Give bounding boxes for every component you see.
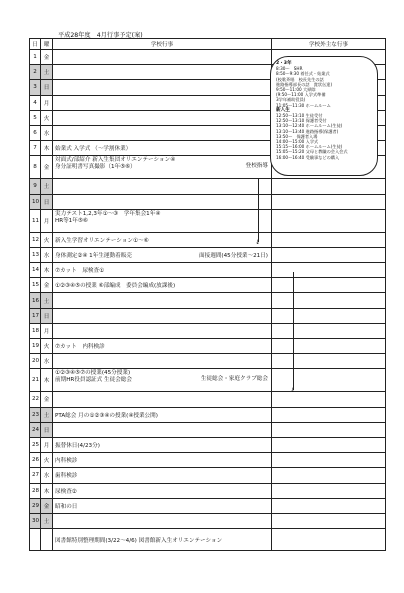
callout-line: 12:50～13:10 生徒受付 [276, 113, 323, 119]
table-row [30, 247, 386, 262]
day-number: 24 [30, 422, 41, 437]
callout-line: 13:10～13:40 進路指導(保護者) [276, 128, 339, 134]
external-event [272, 407, 386, 422]
weekday: 土 [41, 65, 53, 80]
event-text-line2: 身分証明書写真撮影（1年⑤⑥） [55, 164, 136, 171]
school-event [53, 422, 272, 437]
external-event [272, 263, 386, 278]
table-row [30, 232, 386, 247]
event-text: 昭和の日 [55, 503, 78, 510]
weekday: 木 [41, 141, 53, 156]
weekday: 日 [41, 308, 53, 323]
external-event [272, 437, 386, 452]
school-event [53, 407, 272, 422]
table-row [30, 278, 386, 293]
external-event [272, 209, 386, 232]
school-event [53, 293, 272, 308]
school-event [53, 141, 272, 156]
event-text: ⑦カット 内科検診 [55, 344, 105, 351]
external-event [272, 194, 386, 209]
day-number: 1 [30, 50, 41, 65]
callout-line: 11:05～11:30 ホームルーム [276, 102, 331, 108]
weekday: 金 [41, 50, 53, 65]
table-row [30, 354, 386, 369]
day-number: 27 [30, 468, 41, 483]
arrow-head-tozan: ↓ [255, 239, 261, 246]
school-event [53, 308, 272, 323]
day-number: 25 [30, 437, 41, 452]
callout-line: 進路指導部長の話 賞状伝達) [276, 81, 333, 87]
weekday: 火 [41, 453, 53, 468]
school-event [53, 437, 272, 452]
table-row [30, 323, 386, 338]
callout-line: 13:50～ 保護者入場 [276, 133, 318, 139]
weekday: 月 [41, 323, 53, 338]
table-row [30, 308, 386, 323]
external-event [272, 278, 386, 293]
day-number: 15 [30, 278, 41, 293]
weekday: 木 [41, 369, 53, 392]
external-event [272, 308, 386, 323]
day-number: 28 [30, 483, 41, 498]
external-event [272, 323, 386, 338]
table-row [30, 339, 386, 354]
header-day: 日 [30, 39, 41, 50]
weekday: 水 [41, 354, 53, 369]
header-events: 学校行事 [53, 39, 272, 50]
callout-line: (校歌斉唱 校長先生の話 [276, 76, 324, 82]
external-event [272, 354, 386, 369]
arrow-head-mensetsu: ↓ [290, 387, 296, 394]
weekday: 月 [41, 437, 53, 452]
event-text: PTA総会 月の①②③④の授業(④授業公開) [55, 412, 158, 419]
school-event [53, 247, 272, 262]
weekday: 水 [41, 247, 53, 262]
event-text: 身体測定②④ 1年生運動着販売 [55, 252, 132, 259]
school-event [53, 179, 272, 194]
school-event [53, 156, 272, 179]
weekday: 金 [41, 278, 53, 293]
external-event [272, 293, 386, 308]
callout-line: 3学年補助役員) [276, 97, 306, 103]
day-number: 13 [30, 247, 41, 262]
day-number: 26 [30, 453, 41, 468]
external-event [272, 498, 386, 513]
school-event [53, 468, 272, 483]
weekday: 水 [41, 125, 53, 140]
external-event [272, 369, 386, 392]
footer-row [30, 529, 386, 551]
school-event [53, 80, 272, 95]
callout-line: 8:30～ SHR [276, 66, 303, 72]
arrow-line-tozan [258, 178, 259, 242]
school-event [53, 369, 272, 392]
school-event [53, 498, 272, 513]
callout-heading-grades: 2・3年 [276, 61, 292, 66]
callout-line: 15:15～16:00 ホームルーム(生徒) [276, 144, 343, 150]
weekday: 金 [41, 392, 53, 407]
school-event [53, 453, 272, 468]
day-number: 11 [30, 209, 41, 232]
day-number: 30 [30, 513, 41, 528]
school-event [53, 125, 272, 140]
school-event [53, 263, 272, 278]
weekday: 月 [41, 209, 53, 232]
callout-line: (9:50～11:00 入学式準備 [276, 92, 326, 98]
event-text: ①②③④⑤の授業 ⑥部編成 委員会編成(放課後) [55, 283, 176, 290]
weekday: 水 [41, 468, 53, 483]
day-number: 16 [30, 293, 41, 308]
event-text: 尿検査② [55, 488, 77, 495]
table-row [30, 437, 386, 452]
document-title: 平成28年度 4月行事予定(案) [58, 32, 143, 39]
event-text: 振替休日(4/23分) [55, 443, 100, 450]
school-event [53, 209, 272, 232]
day-number: 8 [30, 156, 41, 179]
weekday: 火 [41, 232, 53, 247]
day-number: 10 [30, 194, 41, 209]
table-row [30, 369, 386, 392]
event-side-note: 生徒総会・家庭クラブ総会 [200, 376, 268, 383]
callout-line: 8:50～9:30 着任式・始業式 [276, 71, 330, 77]
weekday: 土 [41, 293, 53, 308]
callout-heading-new-students: 新入生 [276, 107, 290, 113]
table-row [30, 513, 386, 528]
callout-line: 9:50～11:00 大掃除 [276, 87, 316, 93]
day-number: 6 [30, 125, 41, 140]
school-event [53, 110, 272, 125]
table-row [30, 209, 386, 232]
day-number: 18 [30, 323, 41, 338]
callout-line: 14:00～15:00 入学式 [276, 139, 319, 145]
callout-line: 12:50～13:10 保護者受付 [276, 118, 327, 124]
external-event [272, 483, 386, 498]
weekday: 金 [41, 498, 53, 513]
callout-line: 13:10～12:40 ホームルーム(生徒) [276, 123, 343, 129]
weekday: 火 [41, 110, 53, 125]
table-row [30, 179, 386, 194]
day-number: 29 [30, 498, 41, 513]
day-number: 14 [30, 263, 41, 278]
table-row [30, 293, 386, 308]
school-event [53, 354, 272, 369]
table-row [30, 468, 386, 483]
event-text-line2: HR等1年⑤⑥ [55, 217, 88, 224]
table-row [30, 498, 386, 513]
school-event [53, 95, 272, 110]
arrow-line-mensetsu [293, 272, 294, 390]
external-event [272, 339, 386, 354]
external-event [272, 468, 386, 483]
day-number: 7 [30, 141, 41, 156]
table-row [30, 422, 386, 437]
day-number: 17 [30, 308, 41, 323]
day-number: 5 [30, 110, 41, 125]
school-event [53, 65, 272, 80]
event-text: ①②③④⑤⑦の授業(45分授業) [55, 370, 131, 377]
school-event [53, 278, 272, 293]
day-number: 22 [30, 392, 41, 407]
event-text: 内科検診 [55, 458, 78, 465]
school-event [53, 194, 272, 209]
weekday: 火 [41, 339, 53, 354]
callout-bubble [270, 56, 378, 176]
event-text: 対面式/部紹介 新入生集団オリエンテーション④ [55, 157, 176, 164]
day-number: 20 [30, 354, 41, 369]
table-header-row [30, 39, 386, 50]
school-event [53, 323, 272, 338]
event-side-note: 登校指導 [245, 163, 268, 170]
table-row [30, 483, 386, 498]
school-event [53, 232, 272, 247]
event-text: 新入生学習オリエンテーション①～⑥ [55, 237, 149, 244]
day-number: 3 [30, 80, 41, 95]
weekday: 土 [41, 179, 53, 194]
school-event [53, 392, 272, 407]
table-row [30, 194, 386, 209]
weekday: 木 [41, 263, 53, 278]
header-external: 学校外主な行事 [272, 39, 386, 50]
day-number: 4 [30, 95, 41, 110]
external-event [272, 392, 386, 407]
weekday: 日 [41, 422, 53, 437]
weekday: 日 [41, 80, 53, 95]
header-weekday: 曜 [41, 39, 53, 50]
external-event [272, 453, 386, 468]
event-text: 始業式 入学式 （～学割休業） [55, 146, 132, 153]
table-row [30, 453, 386, 468]
callout-line: 16:00～16:40 受験事などの購入 [276, 154, 340, 160]
day-number: 9 [30, 179, 41, 194]
external-event [272, 247, 386, 262]
weekday: 日 [41, 194, 53, 209]
external-event [272, 513, 386, 528]
day-number: 2 [30, 65, 41, 80]
external-event [272, 232, 386, 247]
event-text: ⑦カット 尿検査① [55, 268, 105, 275]
day-number: 21 [30, 369, 41, 392]
event-side-note: 面接週間(45分授業～21日) [199, 252, 268, 259]
weekday: 木 [41, 483, 53, 498]
school-event [53, 483, 272, 498]
table-row [30, 407, 386, 422]
weekday: 土 [41, 513, 53, 528]
external-event [272, 422, 386, 437]
school-event [53, 513, 272, 528]
weekday: 金 [41, 156, 53, 179]
event-text: 実力テスト1,2,3年①～③ 学年集会1年④ [55, 210, 161, 217]
table-row [30, 263, 386, 278]
external-event [272, 179, 386, 194]
event-text-line2: 前期HR役員認証式 生徒会総会 [55, 377, 132, 384]
weekday: 土 [41, 407, 53, 422]
table-row [30, 392, 386, 407]
footer-note: 図書館特別整理期間(3/22～4/6) 図書館新入生オリエンテーション [53, 529, 272, 551]
weekday: 月 [41, 95, 53, 110]
event-text: 歯科検診 [55, 473, 78, 480]
school-event [53, 50, 272, 65]
callout-line: 15:05～15:20 父母と教職の会入会式 [276, 149, 348, 155]
day-number: 12 [30, 232, 41, 247]
day-number: 19 [30, 339, 41, 354]
day-number: 23 [30, 407, 41, 422]
school-event [53, 339, 272, 354]
